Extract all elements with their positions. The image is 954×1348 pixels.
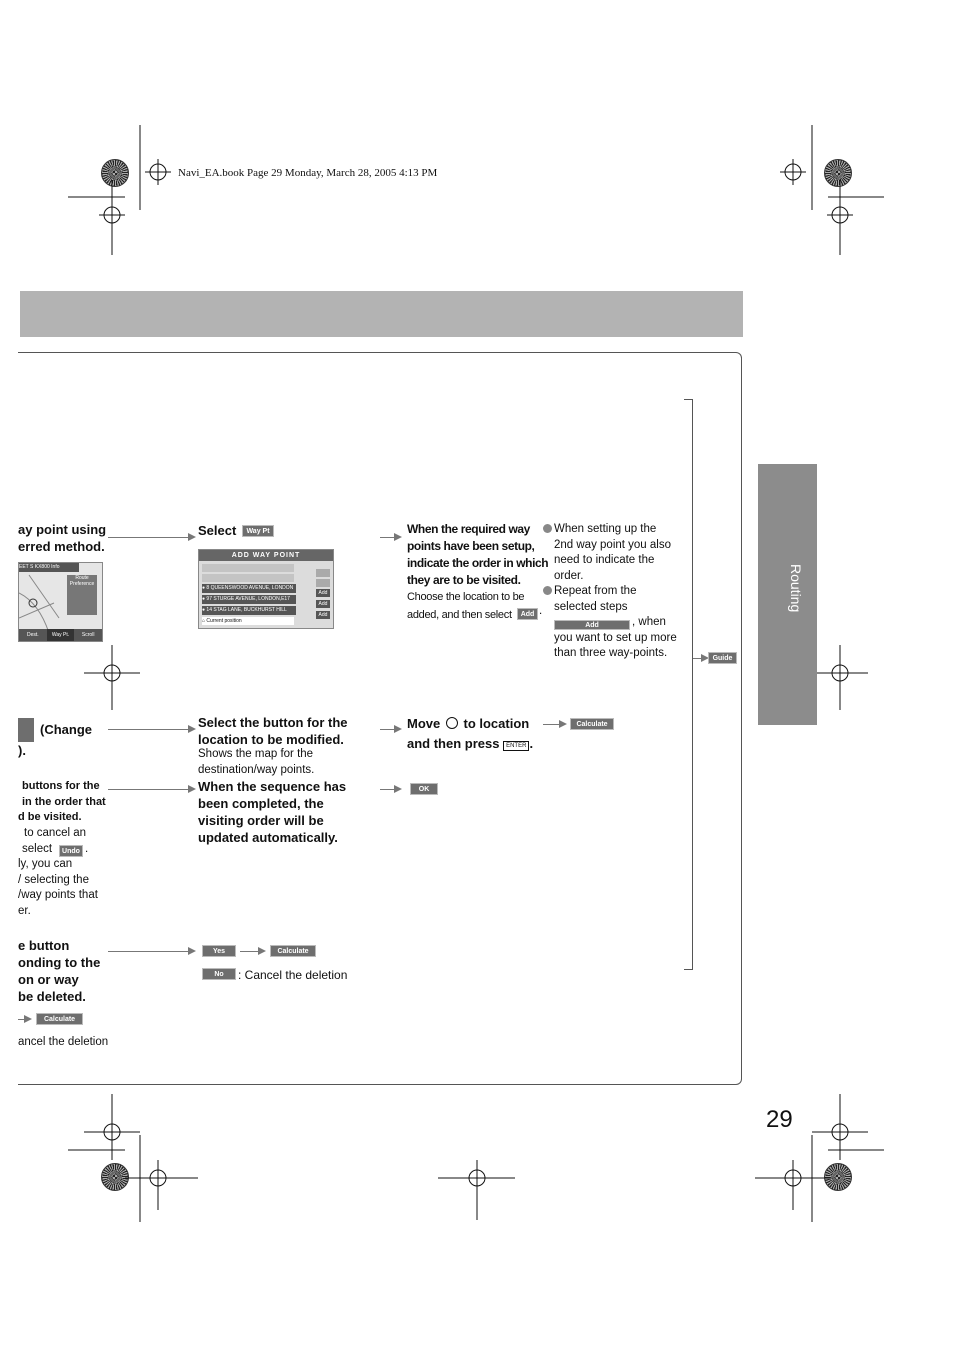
note-text: Choose the location to be added, and then select bbox=[407, 591, 525, 621]
arrow-icon bbox=[380, 537, 400, 538]
add-button-disabled bbox=[316, 569, 330, 577]
side-tab-label: Routing bbox=[788, 564, 804, 613]
note-text: to cancel an select ly, you can / selecting the /way points that er. bbox=[18, 827, 98, 917]
current-position-row: ⌂ Current position bbox=[202, 617, 294, 625]
screen-title: ADD WAY POINT bbox=[199, 550, 333, 561]
bullet-icon bbox=[543, 524, 552, 533]
arrow-icon bbox=[693, 658, 707, 659]
page-number: 29 bbox=[766, 1106, 793, 1133]
step-text: ). bbox=[18, 743, 26, 758]
add-button[interactable]: Add bbox=[554, 620, 630, 630]
step-text: buttons for the in the order that d be visited. bbox=[18, 780, 106, 823]
add-button[interactable]: Add bbox=[316, 600, 330, 608]
yes-button[interactable]: Yes bbox=[202, 945, 236, 957]
bullet-icon bbox=[543, 586, 552, 595]
title-band bbox=[20, 291, 743, 337]
dest-button[interactable]: Dest. bbox=[27, 632, 39, 638]
add-button[interactable]: Add bbox=[316, 589, 330, 597]
arrow-icon bbox=[108, 789, 194, 790]
empty-row bbox=[202, 574, 294, 582]
side-tab[interactable] bbox=[758, 464, 817, 725]
add-button[interactable]: Add bbox=[517, 608, 538, 620]
calculate-button[interactable]: Calculate bbox=[36, 1013, 83, 1025]
arrow-icon bbox=[18, 1019, 30, 1020]
add-button[interactable]: Add bbox=[316, 611, 330, 619]
note-text: : Cancel the deletion bbox=[238, 968, 348, 982]
calculate-button[interactable]: Calculate bbox=[570, 718, 614, 730]
route-preference-button[interactable]: Route Preference bbox=[67, 575, 97, 615]
step-text: When the sequence has been completed, the visiting order will be updated automatically. bbox=[198, 779, 347, 845]
step-text: (Change bbox=[40, 722, 92, 737]
arrow-icon bbox=[240, 951, 264, 952]
way-point-row[interactable]: ● 8 QUEENSWOOD AVENUE, LONDON bbox=[202, 584, 296, 593]
arrow-icon bbox=[380, 729, 400, 730]
step-text: Select the button for the location to be modified. bbox=[198, 715, 348, 747]
no-button[interactable]: No bbox=[202, 968, 236, 980]
enter-key-icon: ENTER bbox=[503, 741, 529, 751]
content-frame bbox=[18, 352, 742, 1085]
arrow-icon bbox=[108, 537, 194, 538]
way-point-row[interactable]: ● 14 STAG LANE, BUCKHURST HILL bbox=[202, 606, 296, 615]
scroll-button[interactable]: Scroll bbox=[81, 632, 95, 638]
note-list: When setting up the 2nd way point you also need to indicate the order. Repeat from the selected steps , when you want to set up more than three way-points. bbox=[543, 522, 677, 662]
joystick-icon bbox=[446, 717, 458, 729]
step-text: When the required way points have been setup, indicate the order in which they are to be visited. bbox=[407, 522, 549, 587]
arrow-icon bbox=[108, 729, 194, 730]
note-text: ancel the deletion bbox=[18, 1036, 109, 1048]
step-text: e button onding to the on or way be deleted. bbox=[18, 938, 101, 1004]
arrow-icon bbox=[108, 951, 194, 952]
arrow-icon bbox=[543, 724, 565, 725]
note-text: Shows the map for the destination/way points. bbox=[198, 748, 315, 776]
step-text: Move to location bbox=[407, 716, 530, 731]
guide-button[interactable]: Guide bbox=[708, 652, 737, 664]
way-pt-button[interactable]: Way Pt bbox=[242, 525, 274, 537]
change-button-fragment[interactable] bbox=[18, 718, 34, 742]
way-pt-button[interactable]: Way Pt. bbox=[47, 629, 75, 641]
arrow-icon bbox=[380, 789, 400, 790]
flow-bracket bbox=[684, 399, 693, 970]
map-screen-thumbnail bbox=[18, 562, 103, 642]
undo-button[interactable]: Undo bbox=[59, 845, 83, 857]
print-header: Navi_EA.book Page 29 Monday, March 28, 2005 4:13 PM bbox=[178, 167, 438, 179]
way-point-row[interactable]: ● 97 STURGE AVENUE, LONDON,E17 bbox=[202, 595, 296, 604]
step-text: ay point using erred method. bbox=[18, 522, 107, 554]
map-toolbar bbox=[19, 629, 102, 641]
step-text: Select bbox=[198, 523, 237, 538]
calculate-button[interactable]: Calculate bbox=[270, 945, 316, 957]
empty-row bbox=[202, 564, 294, 572]
step-text: and then press ENTER . bbox=[407, 736, 534, 751]
add-way-point-screen bbox=[198, 549, 334, 629]
map-header: EET S KX800 Info bbox=[19, 563, 79, 572]
ok-button[interactable]: OK bbox=[410, 783, 438, 795]
add-button-disabled bbox=[316, 579, 330, 587]
